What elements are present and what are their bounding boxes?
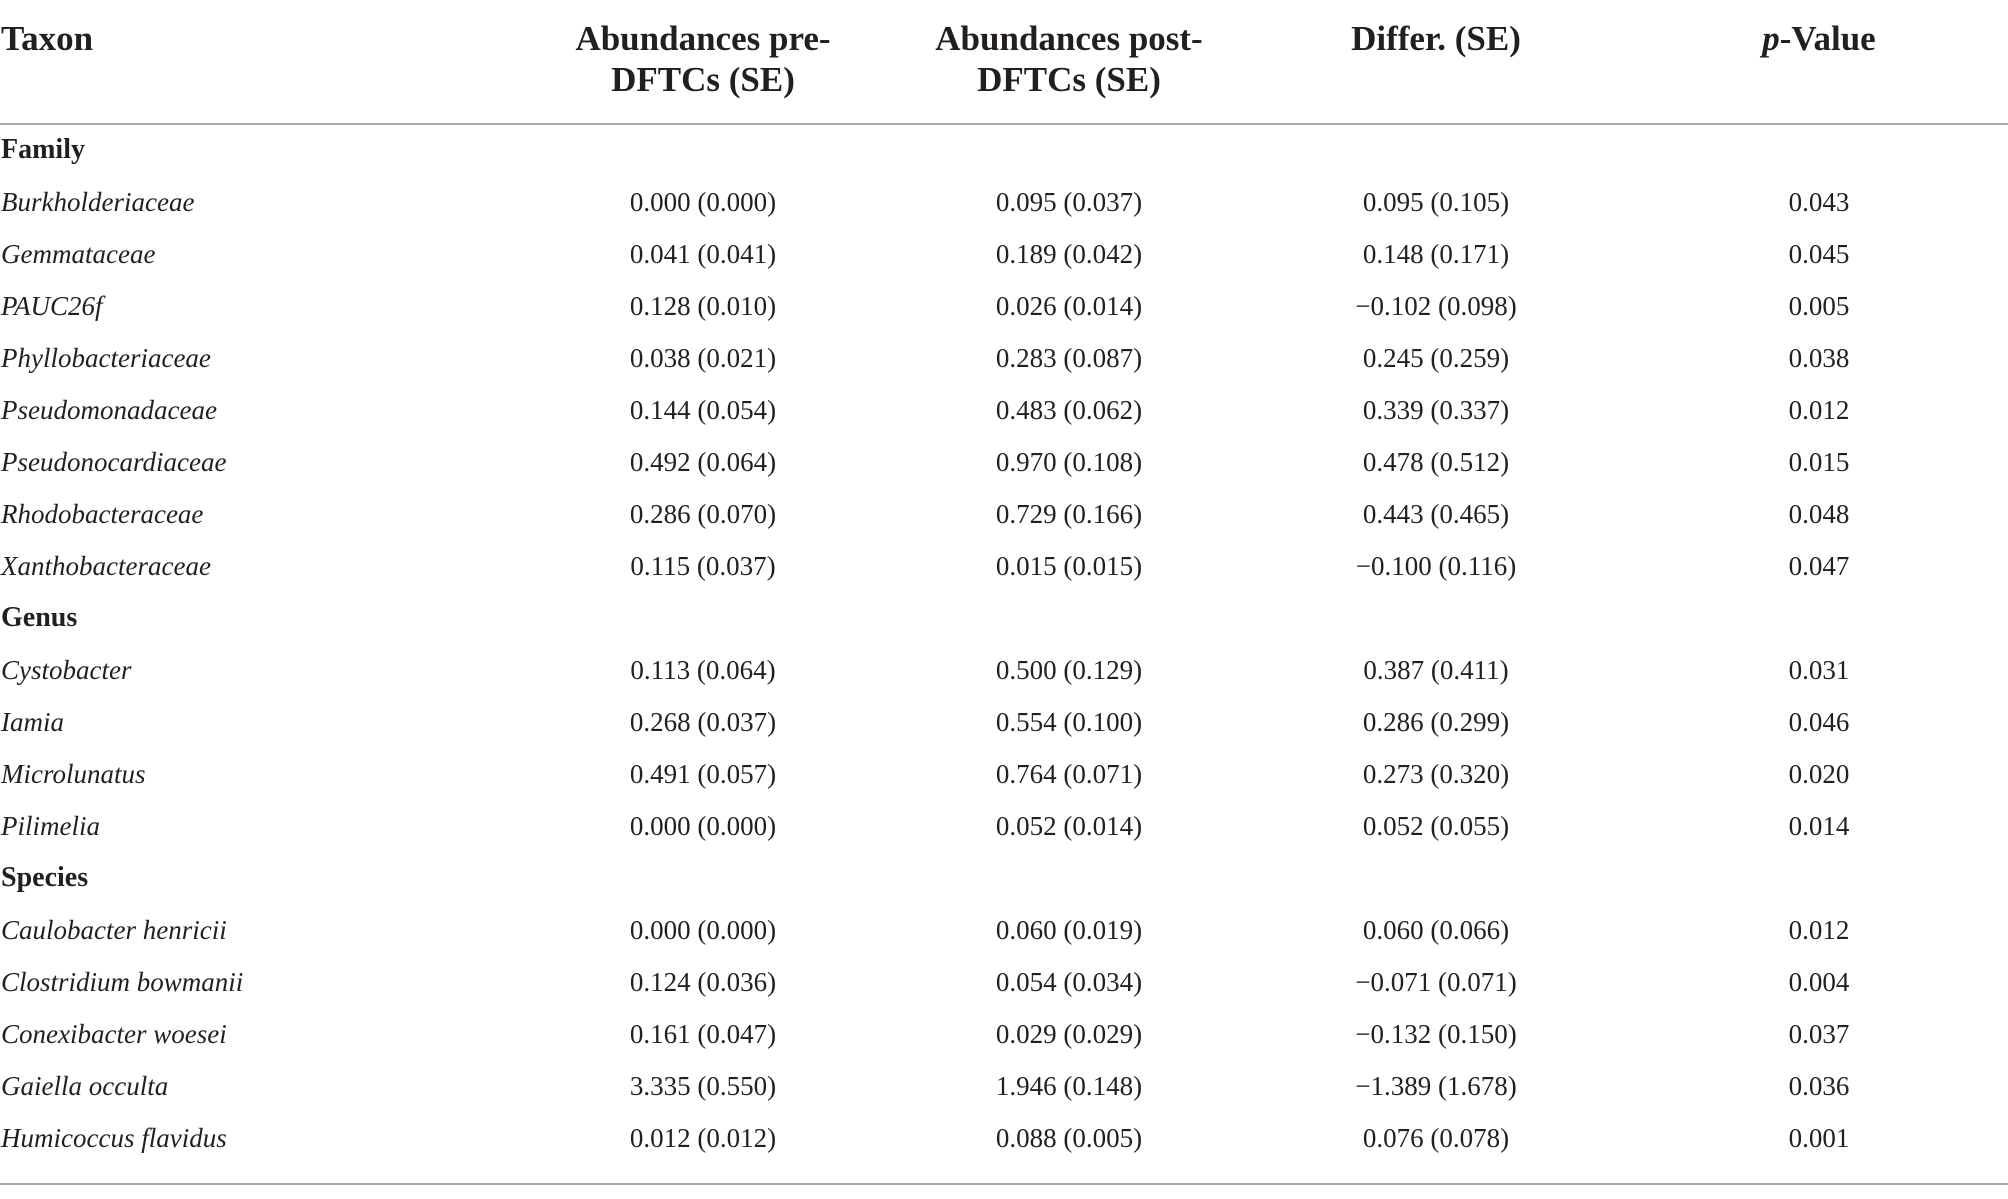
pre-cell: 0.000 (0.000) <box>629 915 777 945</box>
table-row <box>0 956 2008 1008</box>
diff-cell: 0.273 (0.320) <box>1362 759 1510 789</box>
pre-cell: 0.128 (0.010) <box>629 291 777 321</box>
taxon-cell: PAUC26f <box>1 291 103 321</box>
p-value-cell: 0.038 <box>1788 343 1850 373</box>
p-value-cell: 0.015 <box>1788 447 1850 477</box>
group-label: Species <box>1 862 89 893</box>
group-row-species <box>0 852 2008 904</box>
table-row <box>0 800 2008 852</box>
post-cell: 0.095 (0.037) <box>995 187 1143 217</box>
taxon-cell: Humicoccus flavidus <box>1 1123 227 1153</box>
taxon-cell: Xanthobacteraceae <box>1 551 211 581</box>
header-difference: Differ. (SE) <box>1351 19 1521 58</box>
pre-cell: 0.038 (0.021) <box>629 343 777 373</box>
header-p-italic: p <box>1762 19 1780 58</box>
post-cell: 0.060 (0.019) <box>995 915 1143 945</box>
table-row <box>0 1008 2008 1060</box>
pre-cell: 0.113 (0.064) <box>630 655 776 685</box>
group-row-genus <box>0 592 2008 644</box>
post-cell: 1.946 (0.148) <box>995 1071 1143 1101</box>
p-value-cell: 0.043 <box>1788 187 1850 217</box>
table-row <box>0 280 2008 332</box>
pre-cell: 0.124 (0.036) <box>629 967 777 997</box>
taxon-cell: Conexibacter woesei <box>1 1019 227 1049</box>
table-row <box>0 436 2008 488</box>
diff-cell: −0.102 (0.098) <box>1355 291 1517 321</box>
pre-cell: 0.000 (0.000) <box>629 811 777 841</box>
taxon-cell: Cystobacter <box>1 655 132 685</box>
table-header <box>0 0 2008 124</box>
p-value-cell: 0.014 <box>1788 811 1850 841</box>
pre-cell: 0.041 (0.041) <box>629 239 777 269</box>
pre-cell: 0.491 (0.057) <box>629 759 777 789</box>
taxon-cell: Caulobacter henricii <box>1 915 227 945</box>
pre-cell: 0.286 (0.070) <box>629 499 777 529</box>
post-cell: 0.500 (0.129) <box>995 655 1143 685</box>
group-label: Family <box>1 134 85 165</box>
post-cell: 0.970 (0.108) <box>995 447 1143 477</box>
taxon-cell: Clostridium bowmanii <box>1 967 244 997</box>
taxon-cell: Pilimelia <box>1 811 100 841</box>
p-value-cell: 0.020 <box>1788 759 1850 789</box>
post-cell: 0.015 (0.015) <box>995 551 1143 581</box>
table-row <box>0 1060 2008 1112</box>
diff-cell: 0.095 (0.105) <box>1362 187 1510 217</box>
header-pre-line1: Abundances pre- <box>575 19 831 58</box>
group-label: Genus <box>1 602 78 633</box>
taxon-cell: Burkholderiaceae <box>1 187 195 217</box>
table-row <box>0 228 2008 280</box>
p-value-cell: 0.001 <box>1788 1123 1850 1153</box>
header-p-value <box>1762 18 1875 59</box>
diff-cell: −1.389 (1.678) <box>1355 1071 1517 1101</box>
taxon-cell: Iamia <box>1 707 64 737</box>
table-row <box>0 904 2008 956</box>
pre-cell: 0.000 (0.000) <box>629 187 777 217</box>
diff-cell: 0.245 (0.259) <box>1362 343 1510 373</box>
p-value-cell: 0.048 <box>1788 499 1850 529</box>
header-taxon: Taxon <box>1 19 94 58</box>
header-abundances-pre <box>575 18 830 100</box>
post-cell: 0.729 (0.166) <box>995 499 1143 529</box>
p-value-cell: 0.036 <box>1788 1071 1850 1101</box>
table-row <box>0 748 2008 800</box>
diff-cell: 0.060 (0.066) <box>1362 915 1510 945</box>
taxon-cell: Gaiella occulta <box>1 1071 169 1101</box>
p-value-cell: 0.004 <box>1788 967 1850 997</box>
pre-cell: 0.144 (0.054) <box>629 395 777 425</box>
table-row <box>0 696 2008 748</box>
p-value-cell: 0.031 <box>1788 655 1850 685</box>
post-cell: 0.026 (0.014) <box>995 291 1143 321</box>
pre-cell: 3.335 (0.550) <box>629 1071 777 1101</box>
pre-cell: 0.115 (0.037) <box>630 551 776 581</box>
p-value-cell: 0.045 <box>1788 239 1850 269</box>
post-cell: 0.189 (0.042) <box>995 239 1143 269</box>
table-row <box>0 176 2008 228</box>
taxon-cell: Rhodobacteraceae <box>1 499 204 529</box>
pre-cell: 0.492 (0.064) <box>629 447 777 477</box>
diff-cell: 0.443 (0.465) <box>1362 499 1510 529</box>
p-value-cell: 0.012 <box>1788 395 1850 425</box>
header-post-line2: DFTCs (SE) <box>977 60 1161 99</box>
diff-cell: 0.387 (0.411) <box>1363 655 1509 685</box>
post-cell: 0.029 (0.029) <box>995 1019 1143 1049</box>
table-row <box>0 1112 2008 1164</box>
post-cell: 0.483 (0.062) <box>995 395 1143 425</box>
taxon-cell: Microlunatus <box>1 759 146 789</box>
p-value-cell: 0.046 <box>1788 707 1850 737</box>
taxon-cell: Pseudomonadaceae <box>1 395 217 425</box>
diff-cell: −0.071 (0.071) <box>1355 967 1517 997</box>
table-row <box>0 332 2008 384</box>
header-abundances-post <box>935 18 1202 100</box>
post-cell: 0.052 (0.014) <box>995 811 1143 841</box>
taxon-cell: Gemmataceae <box>1 239 156 269</box>
diff-cell: 0.286 (0.299) <box>1362 707 1510 737</box>
taxon-cell: Phyllobacteriaceae <box>1 343 211 373</box>
header-p-rest: -Value <box>1779 19 1876 58</box>
group-row-family <box>0 124 2008 176</box>
taxon-cell: Pseudonocardiaceae <box>1 447 227 477</box>
p-value-cell: 0.012 <box>1788 915 1850 945</box>
bottom-rule <box>0 1183 2008 1185</box>
post-cell: 0.283 (0.087) <box>995 343 1143 373</box>
post-cell: 0.764 (0.071) <box>995 759 1143 789</box>
p-value-cell: 0.037 <box>1788 1019 1850 1049</box>
header-post-line1: Abundances post- <box>935 19 1203 58</box>
diff-cell: 0.052 (0.055) <box>1362 811 1510 841</box>
diff-cell: 0.478 (0.512) <box>1362 447 1510 477</box>
table-row <box>0 384 2008 436</box>
table-row <box>0 644 2008 696</box>
pre-cell: 0.161 (0.047) <box>629 1019 777 1049</box>
diff-cell: −0.100 (0.116) <box>1355 551 1517 581</box>
table-row <box>0 488 2008 540</box>
p-value-cell: 0.005 <box>1788 291 1850 321</box>
diff-cell: 0.339 (0.337) <box>1362 395 1510 425</box>
header-pre-line2: DFTCs (SE) <box>611 60 795 99</box>
pre-cell: 0.268 (0.037) <box>629 707 777 737</box>
p-value-cell: 0.047 <box>1788 551 1850 581</box>
post-cell: 0.088 (0.005) <box>995 1123 1143 1153</box>
pre-cell: 0.012 (0.012) <box>629 1123 777 1153</box>
post-cell: 0.054 (0.034) <box>995 967 1143 997</box>
post-cell: 0.554 (0.100) <box>995 707 1143 737</box>
diff-cell: 0.148 (0.171) <box>1362 239 1510 269</box>
table-row <box>0 540 2008 592</box>
diff-cell: 0.076 (0.078) <box>1362 1123 1510 1153</box>
diff-cell: −0.132 (0.150) <box>1355 1019 1517 1049</box>
